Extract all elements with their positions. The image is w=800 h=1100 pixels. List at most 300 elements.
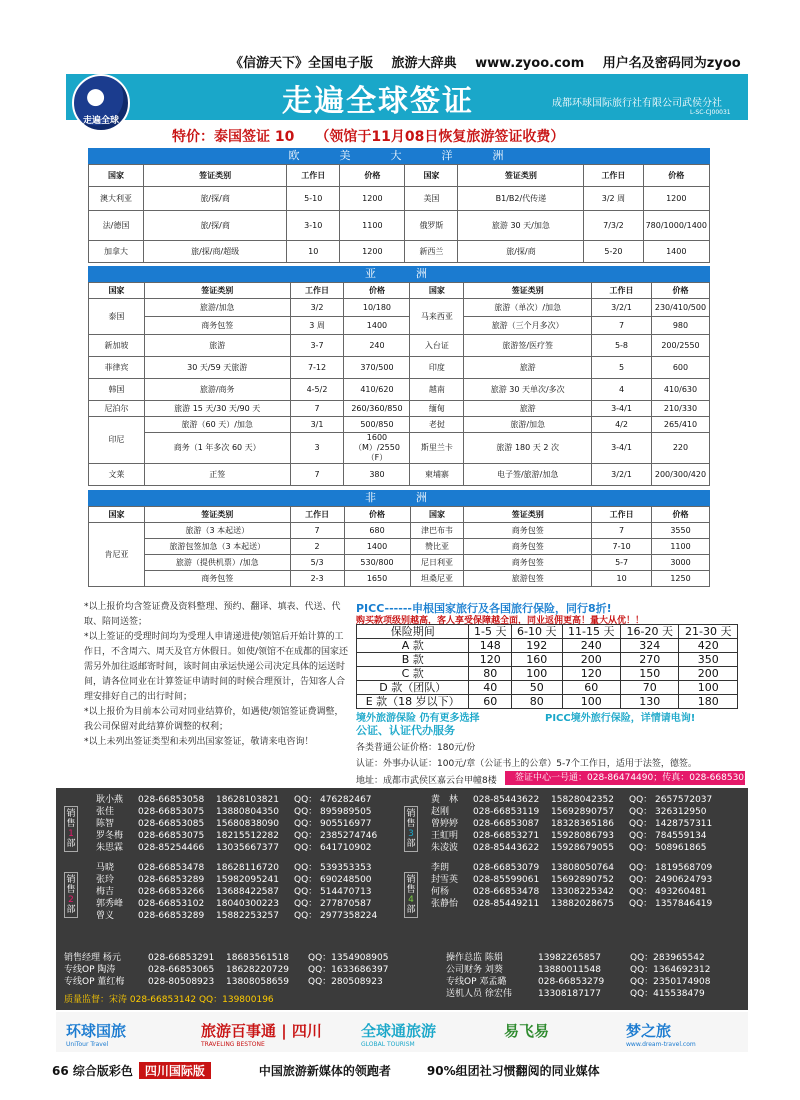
table-cell: 4 (592, 379, 652, 401)
section-europe: 欧 美 大 洋 洲 (88, 148, 710, 164)
logo-text: 走遍全球 (82, 116, 119, 126)
page-title: 走遍全球签证 (282, 84, 474, 119)
table-cell: 菲律宾 (89, 357, 145, 379)
brand-lvyoubaishitong: 旅游百事通 | 四川 TRAVELING BESTONE (201, 1022, 322, 1048)
table-cell: 商务包签 (464, 539, 592, 555)
table-row (89, 464, 710, 486)
qq-label: QQ： (294, 911, 318, 921)
table-row (89, 523, 710, 539)
magazine-name: 《信游天下》全国电子版 (230, 56, 374, 71)
table-cell: 津巴布韦 (410, 523, 464, 539)
contact-field: QQ：1354908905 (308, 953, 389, 963)
table-cell: 3-7 (290, 335, 344, 357)
table-row (89, 335, 710, 357)
contact-field: 2385274746 (320, 831, 378, 841)
table-cell: 马来西亚 (410, 299, 464, 335)
contact-field: 539353353 (320, 863, 372, 873)
table-cell: 500/850 (344, 417, 410, 433)
sales-dept-3-label: 销售 3 部 (404, 806, 418, 852)
table-header-row (89, 165, 710, 187)
table-cell: 6-10 天 (512, 625, 563, 639)
table-cell: 130 (620, 695, 678, 709)
table-cell: 工作日 (584, 165, 643, 187)
table-cell: 192 (512, 639, 563, 653)
contact-field: 493260481 (655, 887, 707, 897)
contact-field: 15692890752 (551, 875, 614, 885)
table-cell: 法/德国 (89, 211, 144, 241)
insurance-table (356, 624, 738, 709)
contact-field: 028-66853058 (138, 795, 205, 805)
address: 地址：成都市武侯区嘉云台甲幢8楼 (356, 776, 497, 786)
special-offer: 特价：泰国签证 10 （领馆于11月08日恢复旅游签证收费） (172, 129, 565, 145)
note-item: *以上签证的受理时间均为受理人申请递进使/领馆后开始计算的工作日，不含周六、周天及官方休假日。如使/领馆不在成都的国家还需另外加往返邮寄时间，该时间由承运快递公司决定具体的运送时间，请各位同业在计算签证申请时间的时候合理预计，告知客人合理安排好自己的出行时间； (84, 632, 349, 702)
table-row (89, 433, 710, 464)
table-cell: 柬埔寨 (410, 464, 464, 486)
sales-contact-row (96, 862, 390, 874)
sales-contact-row (431, 830, 725, 842)
contact-field: QQ：415538479 (630, 989, 705, 999)
table-row (89, 299, 710, 317)
sales-contact-row (431, 806, 725, 818)
sales-contact-row (431, 818, 725, 830)
sales-contact-row (96, 794, 390, 806)
table-cell: 120 (469, 653, 512, 667)
table-cell: 200 (562, 653, 620, 667)
sales-contact-row (431, 794, 725, 806)
table-cell: 坦桑尼亚 (410, 571, 464, 587)
table-cell: 420 (679, 639, 738, 653)
table-cell: 签证类别 (144, 165, 287, 187)
table-row (89, 241, 710, 263)
contact-field: 13308225342 (551, 887, 614, 897)
table-cell: 1400 (344, 317, 410, 335)
table-cell: A 款 (357, 639, 469, 653)
contact-field: 641710902 (320, 843, 372, 853)
slogan: 90%组团社习惯翻阅的同业媒体 (426, 1064, 600, 1078)
table-cell: 100 (679, 681, 738, 695)
staff-row (64, 952, 408, 964)
staff-row (446, 976, 730, 988)
table-cell: 260/360/850 (344, 401, 410, 417)
qq-label: QQ： (629, 843, 653, 853)
table-cell: 旅游（提供机票）/加急 (144, 555, 290, 571)
table-cell: 价格 (652, 507, 710, 523)
table-cell: 3-4/1 (592, 433, 652, 464)
staff-row (64, 976, 408, 988)
contact-field: 028-66853291 (148, 953, 215, 963)
staff-contacts (56, 948, 748, 1010)
table-cell: 5 (592, 357, 652, 379)
table-cell: 1650 (344, 571, 410, 587)
table-cell: 100 (562, 695, 620, 709)
contact-field: 18328365186 (551, 819, 614, 829)
dictionary-name: 旅游大辞典 (391, 56, 457, 71)
edition-tag: 四川国际版 (139, 1062, 211, 1079)
contact-field: 王虹明 (431, 831, 459, 841)
contact-field: 028-66853289 (138, 875, 205, 885)
sales-contact-row (431, 886, 725, 898)
table-cell: 7 (290, 523, 344, 539)
qq-label: QQ： (629, 875, 653, 885)
table-cell: 380 (344, 464, 410, 486)
picc-title: PICC------申根国家旅行及各国旅行保险，同行8折! (356, 602, 612, 615)
contact-field: 028-85599061 (473, 875, 540, 885)
contact-field: 曾婷婷 (431, 819, 459, 829)
contact-field: 028-66853087 (473, 819, 540, 829)
table-cell: 80 (469, 667, 512, 681)
contact-field: 18628220729 (226, 965, 289, 975)
contact-field: 15680838090 (216, 819, 279, 829)
table-cell: 缅甸 (410, 401, 464, 417)
contact-field: 028-66853478 (138, 863, 205, 873)
table-cell: 韩国 (89, 379, 145, 401)
contact-field: 028-85449211 (473, 899, 540, 909)
insurance-row (357, 639, 738, 653)
picc-subtitle: 购买款项级别越高，客人享受保障越全面，同业返佣更高！量大从优！！ (356, 616, 645, 626)
contact-field: 李朗 (431, 863, 450, 873)
table-cell: 价格 (344, 507, 410, 523)
sales-contact-row (431, 842, 725, 854)
table-cell: 530/800 (344, 555, 410, 571)
table-cell: 350 (679, 653, 738, 667)
table-cell: 尼泊尔 (89, 401, 145, 417)
contact-field: 028-66853279 (538, 977, 605, 987)
sales-dept-1-label: 销售 1 部 (64, 806, 78, 852)
contact-field: QQ：1364692312 (630, 965, 711, 975)
note-item: *以上报价均含签证费及资料整理、预约、翻译、填表、代送、代取、陪同送签； (84, 602, 341, 627)
table-cell: 工作日 (290, 283, 344, 299)
table-row (89, 417, 710, 433)
table-header-row (89, 283, 710, 299)
contact-field: 18628116720 (216, 863, 279, 873)
contact-field: 15928086793 (551, 831, 614, 841)
contact-field: 476282467 (320, 795, 372, 805)
table-cell: 200/300/420 (651, 464, 709, 486)
contact-field: 1819568709 (655, 863, 713, 873)
table-cell: 2 (290, 539, 344, 555)
table-cell: 正签 (144, 464, 290, 486)
table-row (89, 379, 710, 401)
page-number: 66 综合版彩色 (52, 1064, 133, 1078)
contact-field: 028-80508923 (148, 977, 215, 987)
login-hint: 用户名及密码同为zyoo (602, 56, 741, 71)
qq-label: QQ： (294, 863, 318, 873)
table-cell: E 款（18 岁以下） (357, 695, 469, 709)
table-row (89, 317, 710, 335)
table-cell: 240 (344, 335, 410, 357)
contact-field: 张静怡 (431, 899, 459, 909)
table-cell: 230/410/500 (651, 299, 709, 317)
contact-field: 专线OP 邓孟璐 (446, 977, 507, 987)
table-cell: 4/2 (592, 417, 652, 433)
table-cell: 旅游 30 天单次/多次 (464, 379, 592, 401)
table-cell: 签证类别 (464, 507, 592, 523)
table-cell: 7/3/2 (584, 211, 643, 241)
contact-field: 18683561518 (226, 953, 289, 963)
table-cell: 5/3 (290, 555, 344, 571)
sales-contact-row (96, 874, 390, 886)
qq-label: QQ： (294, 831, 318, 841)
table-cell: 旅游包签加急（3 本起送） (144, 539, 290, 555)
contact-field: 028-66853266 (138, 887, 205, 897)
contact-field: 13882028675 (551, 899, 614, 909)
table-cell: 国家 (89, 165, 144, 187)
table-cell: 3/2/1 (592, 299, 652, 317)
quality-supervisor: 质量监督：宋涛 028-66853142 QQ：139800196 (64, 995, 274, 1005)
sales-contact-row (431, 862, 725, 874)
section-africa: 非 洲 (88, 490, 710, 506)
auth-info: 认证：外事办认证：100元/章（公证书上的公章）5-7个工作日，适用于法签，德签。 (356, 759, 697, 769)
table-cell: 5-20 (584, 241, 643, 263)
table-cell: 265/410 (651, 417, 709, 433)
table-cell: 680 (344, 523, 410, 539)
table-cell: 澳大利亚 (89, 187, 144, 211)
page-footer (52, 1062, 752, 1080)
note-item: *以上未列出签证类型和未列出国家签证，敬请来电咨询！ (84, 737, 314, 747)
table-cell: 7 (592, 523, 652, 539)
contact-field: 18628103821 (216, 795, 279, 805)
table-cell: 410/630 (651, 379, 709, 401)
table-cell: 尼日利亚 (410, 555, 464, 571)
table-cell: 价格 (340, 165, 405, 187)
contact-field: 028-85443622 (473, 843, 540, 853)
table-cell: 600 (651, 357, 709, 379)
contact-field: 895989505 (320, 807, 372, 817)
table-cell: 21-30 天 (679, 625, 738, 639)
table-cell: 1100 (340, 211, 405, 241)
table-row (89, 187, 710, 211)
contact-field: QQ：283965542 (630, 953, 705, 963)
africa-table (88, 506, 710, 587)
table-cell: 旅游 (144, 335, 290, 357)
notary-price: 各类普通公证价格：180元/份 (356, 743, 476, 753)
contact-field: 028-66853271 (473, 831, 540, 841)
table-cell: 旅游/商务 (144, 379, 290, 401)
table-cell: B 款 (357, 653, 469, 667)
table-cell: 40 (469, 681, 512, 695)
contact-field: 2657572037 (655, 795, 713, 805)
table-cell: 200 (679, 667, 738, 681)
table-cell: 越南 (410, 379, 464, 401)
table-cell: 国家 (410, 507, 464, 523)
table-cell: 工作日 (592, 507, 652, 523)
table-cell: 旅游签/医疗签 (464, 335, 592, 357)
notes-block (84, 600, 350, 750)
table-cell: 50 (512, 681, 563, 695)
contact-field: 13982265857 (538, 953, 601, 963)
table-cell: 3/2 周 (584, 187, 643, 211)
table-cell: 780/1000/1400 (643, 211, 709, 241)
insurance-row (357, 681, 738, 695)
table-cell: 5-8 (592, 335, 652, 357)
table-cell: 加拿大 (89, 241, 144, 263)
sales-dept-4-label: 销售 4 部 (404, 872, 418, 918)
brand-strip (56, 1012, 748, 1052)
section-asia: 亚 洲 (88, 266, 710, 282)
top-info-line (230, 52, 755, 71)
table-cell: 泰国 (89, 299, 145, 335)
table-cell: 220 (651, 433, 709, 464)
contact-field: QQ：1633686397 (308, 965, 389, 975)
table-row (89, 539, 710, 555)
company-name: 成都环球国际旅行社有限公司武侯分社 (552, 98, 722, 109)
table-cell: 80 (512, 695, 563, 709)
company-logo (72, 74, 130, 132)
contact-field: 1428757311 (655, 819, 713, 829)
table-cell: 商务包签 (464, 555, 592, 571)
table-cell: 旅游/加急 (144, 299, 290, 317)
table-cell: 国家 (89, 507, 145, 523)
qq-label: QQ： (629, 863, 653, 873)
slogan: 中国旅游新媒体的领跑者 (258, 1064, 391, 1078)
contact-field: 326312950 (655, 807, 707, 817)
table-cell: C 款 (357, 667, 469, 681)
table-cell: 3000 (652, 555, 710, 571)
qq-label: QQ： (294, 899, 318, 909)
sales-contact-row (431, 874, 725, 886)
contact-field: 张玲 (96, 875, 115, 885)
table-cell: 工作日 (290, 507, 344, 523)
table-cell: 7 (290, 464, 344, 486)
contact-field: 15882253257 (216, 911, 279, 921)
table-cell: 工作日 (287, 165, 340, 187)
contact-field: 赵刚 (431, 807, 450, 817)
table-cell: 国家 (89, 283, 145, 299)
contact-field: 514470713 (320, 887, 372, 897)
insurance-row (357, 653, 738, 667)
website-link[interactable]: www.zyoo.com (475, 56, 585, 71)
contact-field: 公司财务 刘葵 (446, 965, 503, 975)
contact-field: 专线OP 董红梅 (64, 977, 125, 987)
sales-contacts (56, 788, 748, 948)
staff-row (64, 964, 408, 976)
contact-field: 2490624793 (655, 875, 713, 885)
contact-field: 黄 林 (431, 795, 459, 805)
table-cell: 240 (562, 639, 620, 653)
table-cell: 赞比亚 (410, 539, 464, 555)
table-cell: 旅游 (464, 357, 592, 379)
table-cell: 旅游（三个月多次） (464, 317, 592, 335)
contact-field: 15692890757 (551, 807, 614, 817)
table-cell: 10 (592, 571, 652, 587)
staff-row (446, 952, 730, 964)
table-cell: 旅/探/商 (458, 241, 584, 263)
contact-field: QQ：280508923 (308, 977, 383, 987)
contact-field: 028-66853289 (138, 911, 205, 921)
contact-field: 梅吉 (96, 887, 115, 897)
table-row (89, 571, 710, 587)
contact-field: 朱思霖 (96, 843, 124, 853)
contact-field: 销售经理 杨元 (64, 953, 121, 963)
table-cell: 价格 (344, 283, 410, 299)
contact-field: 028-85254466 (138, 843, 205, 853)
table-cell: D 款（团队） (357, 681, 469, 695)
contact-field: 15928679055 (551, 843, 614, 853)
table-cell: 商务包签 (144, 571, 290, 587)
table-cell: 电子签/旅游/加急 (464, 464, 592, 486)
table-cell: 价格 (651, 283, 709, 299)
table-cell: 100 (512, 667, 563, 681)
table-cell: 7 (290, 401, 344, 417)
table-cell: 旅游 15 天/30 天/90 天 (144, 401, 290, 417)
qq-label: QQ： (294, 875, 318, 885)
sales-contact-row (431, 898, 725, 910)
table-cell: 文莱 (89, 464, 145, 486)
table-cell: 旅游包签 (464, 571, 592, 587)
table-cell: 商务包签 (464, 523, 592, 539)
qq-label: QQ： (294, 807, 318, 817)
qq-label: QQ： (294, 887, 318, 897)
contact-field: 专线OP 陶涛 (64, 965, 116, 975)
table-cell: 价格 (643, 165, 709, 187)
table-cell: 旅/探/商 (144, 211, 287, 241)
table-cell: 7 (592, 317, 652, 335)
table-cell: 旅游（60 天）/加急 (144, 417, 290, 433)
table-cell: 11-15 天 (562, 625, 620, 639)
contact-field: 028-66853075 (138, 831, 205, 841)
qq-label: QQ： (629, 795, 653, 805)
qq-label: QQ： (629, 819, 653, 829)
table-cell: 1100 (652, 539, 710, 555)
contact-field: 277870587 (320, 899, 372, 909)
contact-field: 送机人员 徐宏伟 (446, 989, 512, 999)
table-cell: 324 (620, 639, 678, 653)
table-cell: 旅游（单次）/加急 (464, 299, 592, 317)
europe-table (88, 164, 710, 263)
table-cell: 1-5 天 (469, 625, 512, 639)
insurance-row (357, 695, 738, 709)
table-cell: 10/180 (344, 299, 410, 317)
table-cell: 3 (290, 433, 344, 464)
qq-label: QQ： (294, 843, 318, 853)
sales-contact-row (96, 910, 390, 922)
table-cell: 旅/探/商/超级 (144, 241, 287, 263)
table-cell: 270 (620, 653, 678, 667)
table-row (89, 357, 710, 379)
contact-field: 操作总监 陈娟 (446, 953, 503, 963)
table-cell: 3-10 (287, 211, 340, 241)
brand-yifeiyi: 易飞易 (504, 1022, 550, 1040)
brand-huanqiu: 环球国旅 UniTour Travel (66, 1022, 127, 1048)
contact-field: 耿小燕 (96, 795, 124, 805)
table-cell: 签证类别 (458, 165, 584, 187)
table-cell: 3/1 (290, 417, 344, 433)
table-cell: 1400 (344, 539, 410, 555)
contact-field: 1357846419 (655, 899, 713, 909)
contact-field: 13308187177 (538, 989, 601, 999)
visa-center-hotline: 签证中心一号通：028-86474490；传真：028-66853039 (505, 771, 745, 785)
table-cell: 7-12 (290, 357, 344, 379)
insurance-header-row (357, 625, 738, 639)
table-cell: 旅游/加急 (464, 417, 592, 433)
contact-field: 张佳 (96, 807, 115, 817)
table-cell: 70 (620, 681, 678, 695)
qq-label: QQ： (629, 831, 653, 841)
sales-contact-row (96, 898, 390, 910)
contact-field: 028-66853102 (138, 899, 205, 909)
table-cell: 1600（M）/2550（F） (344, 433, 410, 464)
qq-label: QQ： (294, 819, 318, 829)
contact-field: 何杨 (431, 887, 450, 897)
contact-field: 784559134 (655, 831, 707, 841)
table-cell: 160 (512, 653, 563, 667)
table-cell: 200/2550 (651, 335, 709, 357)
table-cell: 保险期间 (357, 625, 469, 639)
contact-field: 690248500 (320, 875, 372, 885)
table-cell: 10 (287, 241, 340, 263)
table-cell: 5-7 (592, 555, 652, 571)
contact-field: 朱凌波 (431, 843, 459, 853)
